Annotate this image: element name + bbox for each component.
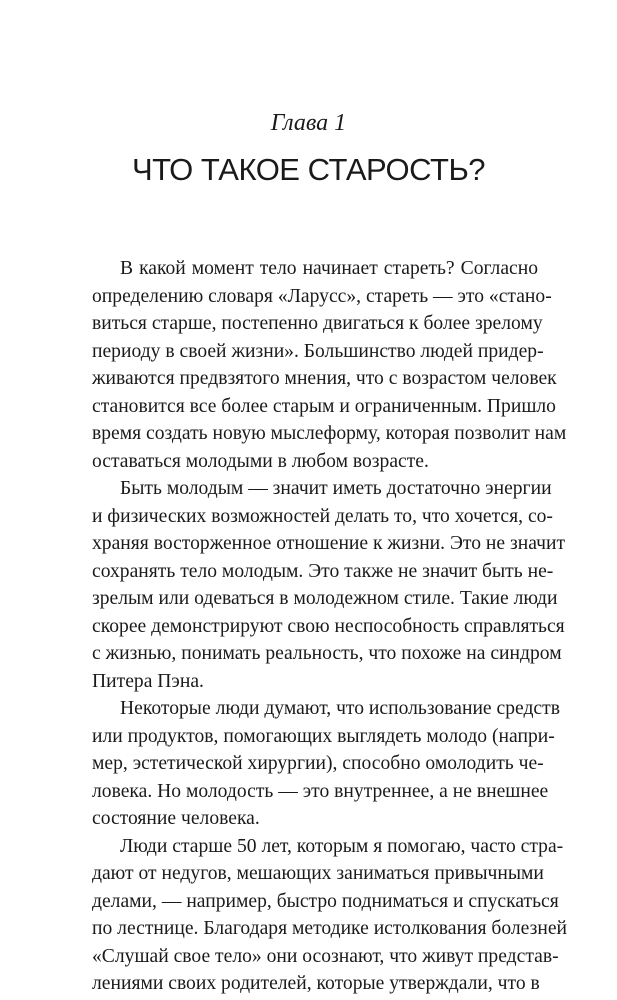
text-line: В какой момент тело начинает стареть? Согласно xyxy=(120,258,538,279)
text-line: зрелым или одеваться в молодежном стиле. Такие люди xyxy=(92,588,558,609)
text-line: периоду в своей жизни». Большинство людей придер- xyxy=(92,340,544,362)
text-line: храняя восторженное отношение к жизни. Это не значит xyxy=(92,533,566,554)
text-line: виться старше, постепенно двигаться к более зрелому xyxy=(92,313,543,334)
text-line: с жизнью, понимать реальность, что похоже на синдром xyxy=(92,643,562,664)
text-line: «Слушай свое тело» они осознают, что живут представ- xyxy=(92,945,559,967)
text-line: оставаться молодыми в любом возрасте. xyxy=(92,450,429,472)
text-line: и физических возможностей делать то, что хочется, со- xyxy=(92,505,553,527)
text-line: по лестнице. Благодаря методике истолкования болезней xyxy=(92,918,568,939)
text-line: скорее демонстрируют свою неспособность справляться xyxy=(92,615,565,637)
text-line: Питера Пэна. xyxy=(92,670,204,692)
text-line: делами, — например, быстро подниматься и спускаться xyxy=(92,890,559,912)
text-line: состояние человека. xyxy=(92,808,260,829)
text-line: или продуктов, помогающих выглядеть молодо (напри- xyxy=(92,725,555,747)
chapter-title: ЧТО ТАКОЕ СТАРОСТЬ? xyxy=(131,152,486,187)
text-line: время создать новую мыслеформу, которая позволит нам xyxy=(92,423,567,444)
text-line: Быть молодым — значит иметь достаточно энергии xyxy=(120,478,552,499)
text-line: дают от недугов, мешающих заниматься привычными xyxy=(92,863,544,884)
body-text xyxy=(92,255,568,998)
text-line: ловека. Но молодость — это внутреннее, а не внешнее xyxy=(92,780,549,802)
text-line: Некоторые люди думают, что использование средств xyxy=(120,698,560,719)
text-line: живаются предвзятого мнения, что с возрастом человек xyxy=(92,368,557,389)
text-line: лениями своих родителей, которые утверждали, что в xyxy=(92,973,540,994)
chapter-label: Глава 1 xyxy=(270,110,347,136)
text-line: мер, эстетической хирургии), способно омолодить че- xyxy=(92,753,544,774)
text-line: сохранять тело молодым. Это также не значит быть не- xyxy=(92,560,554,582)
text-line: определению словаря «Ларусс», стареть — это «стано- xyxy=(92,285,552,307)
text-line: Люди старше 50 лет, которым я помогаю, часто стра- xyxy=(120,835,564,857)
text-line: становится все более старым и ограниченным. Пришло xyxy=(92,395,556,417)
